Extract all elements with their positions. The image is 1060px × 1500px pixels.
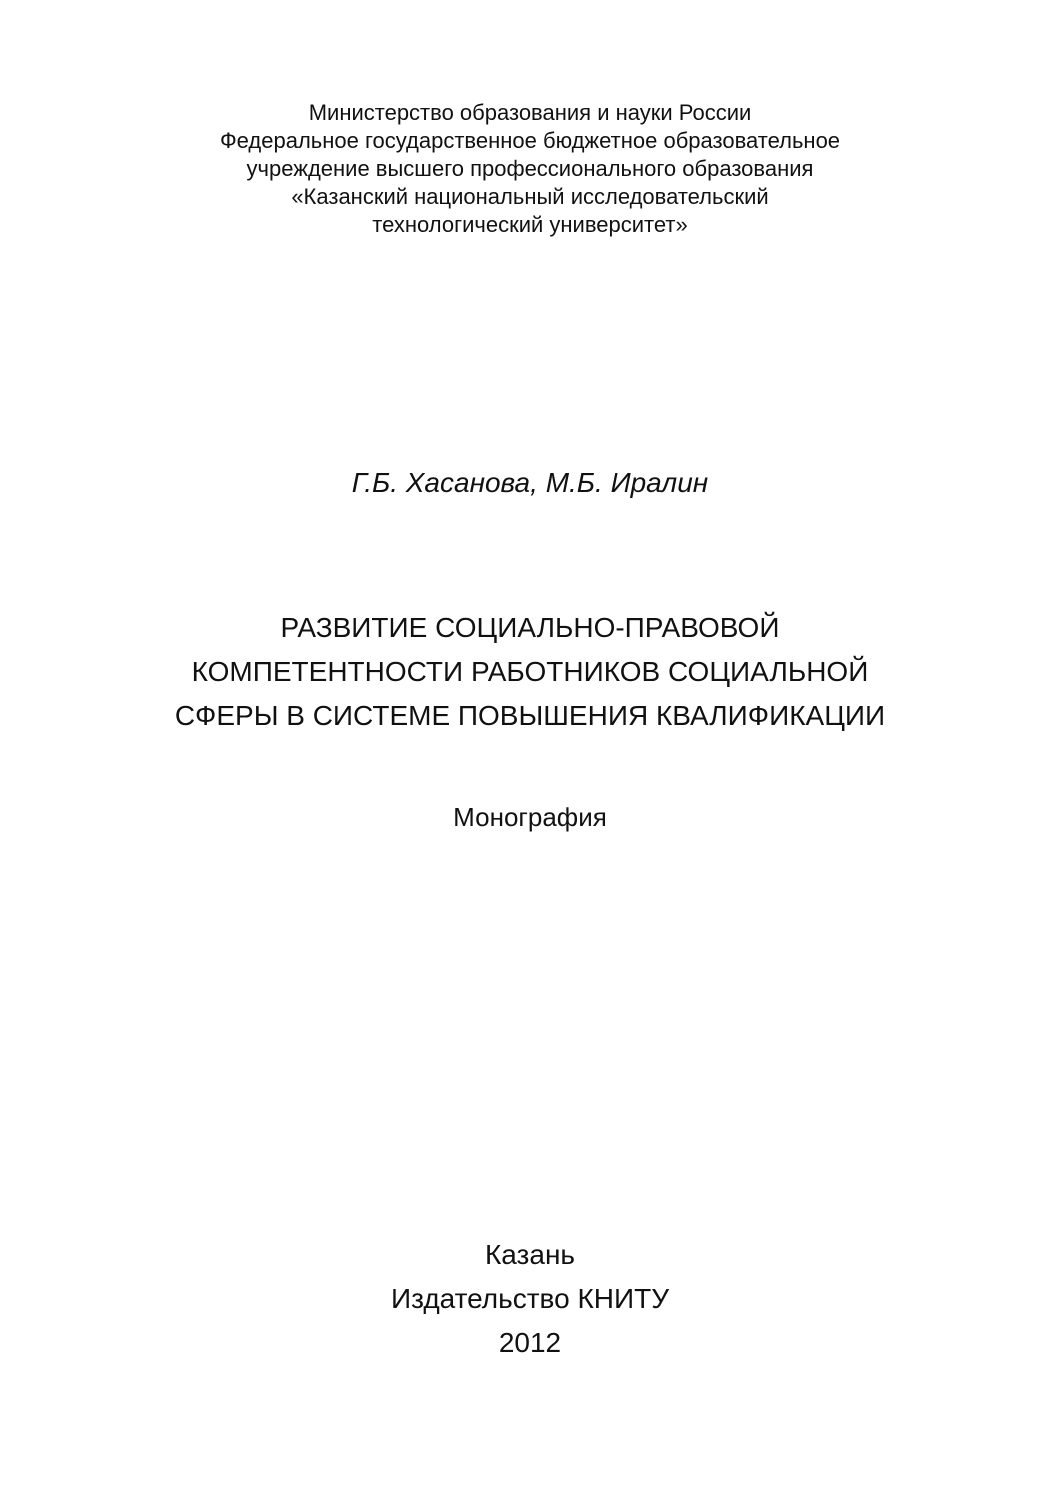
book-title [0,606,1060,738]
institution-line: «Казанский национальный исследовательский [291,184,769,209]
authors: Г.Б. Хасанова, М.Б. Иралин [351,467,709,498]
institution-header [0,99,1060,239]
institution-line: учреждение высшего профессионального образования [246,156,814,181]
institution-line: Министерство образования и науки России [308,100,752,125]
imprint-publisher: Издательство КНИТУ [390,1283,669,1314]
institution-line: технологический университет» [372,212,688,237]
title-line: КОМПЕТЕНТНОСТИ РАБОТНИКОВ СОЦИАЛЬНОЙ [191,656,869,687]
imprint-year: 2012 [498,1327,562,1358]
genre-label: Монография [453,802,607,832]
imprint [0,1233,1060,1365]
imprint-city: Казань [484,1239,576,1270]
institution-line: Федеральное государственное бюджетное образовательное [219,128,841,153]
title-line: РАЗВИТИЕ СОЦИАЛЬНО-ПРАВОВОЙ [280,612,780,643]
title-line: СФЕРЫ В СИСТЕМЕ ПОВЫШЕНИЯ КВАЛИФИКАЦИИ [174,700,886,731]
